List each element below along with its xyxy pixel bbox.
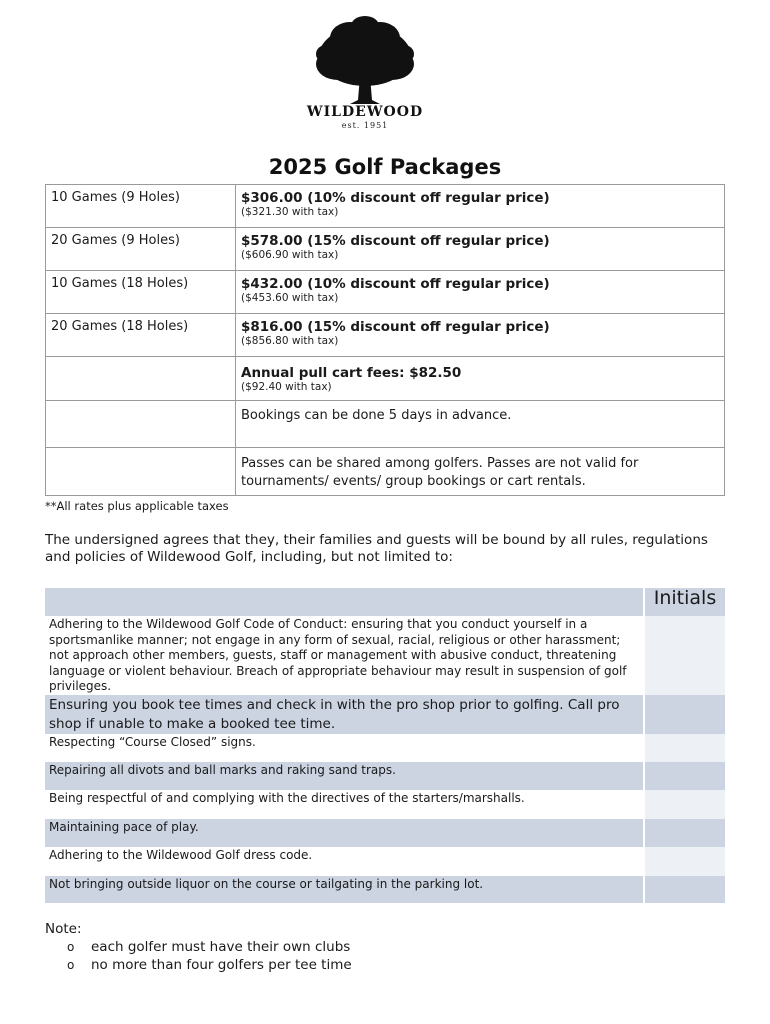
empty-cell <box>46 448 236 496</box>
rule-row <box>45 695 725 734</box>
brand-established: est. 1951 <box>341 121 389 130</box>
package-price: $306.00 (10% discount off regular price) <box>241 190 550 206</box>
initials-field[interactable] <box>643 734 725 762</box>
note-list <box>67 938 352 974</box>
rule-text: Respecting “Course Closed” signs. <box>45 734 643 762</box>
rule-text: Adhering to the Wildewood Golf Code of Conduct: ensuring that you conduct yourself in a sportsmanlike manner; not engage in any form of sexual, racial, religious or other harassment; not approach other members, guests, staff or management with abusive conduct, threatening language or violent behaviour. Breach of appropriate behaviour may result in suspension of golf privileges. <box>45 616 643 695</box>
package-price-cell <box>236 271 725 314</box>
package-tax: ($321.30 with tax) <box>241 206 339 218</box>
rules-header-row <box>45 588 725 616</box>
list-item <box>67 938 352 956</box>
rule-row <box>45 616 725 695</box>
rule-row <box>45 762 725 790</box>
package-name: 10 Games (18 Holes) <box>46 271 236 314</box>
brand-name: WILDEWOOD <box>306 104 424 120</box>
tree-icon <box>290 14 440 114</box>
cart-fee-tax: ($92.40 with tax) <box>241 381 332 393</box>
initials-field[interactable] <box>643 695 725 734</box>
rule-text: Being respectful of and complying with the directives of the starters/marshalls. <box>45 790 643 819</box>
agreement-text: The undersigned agrees that they, their families and guests will be bound by all rules, regulations and policies of Wildewood Golf, including, but not limited to: <box>45 532 708 565</box>
empty-cell <box>46 401 236 448</box>
rule-text: Repairing all divots and ball marks and raking sand traps. <box>45 762 643 790</box>
initials-field[interactable] <box>643 616 725 695</box>
page-title: 2025 Golf Packages <box>268 155 502 179</box>
package-row <box>46 185 725 228</box>
cart-fee-cell <box>236 357 725 401</box>
empty-cell <box>46 357 236 401</box>
passes-row <box>46 448 725 496</box>
bookings-row <box>46 401 725 448</box>
rule-text: Not bringing outside liquor on the course or tailgating in the parking lot. <box>45 876 643 903</box>
rule-text: Maintaining pace of play. <box>45 819 643 847</box>
initials-field[interactable] <box>643 762 725 790</box>
package-price: $432.00 (10% discount off regular price) <box>241 276 550 292</box>
package-tax: ($453.60 with tax) <box>241 292 339 304</box>
bullet-icon: o <box>67 940 75 954</box>
initials-field[interactable] <box>643 819 725 847</box>
package-price-cell <box>236 185 725 228</box>
passes-text: Passes can be shared among golfers. Passes are not valid for tournaments/ events/ group bookings or cart rentals. <box>236 448 725 496</box>
list-item <box>67 956 352 974</box>
package-row <box>46 314 725 357</box>
bookings-text: Bookings can be done 5 days in advance. <box>236 401 725 448</box>
package-tax: ($856.80 with tax) <box>241 335 339 347</box>
package-price: $578.00 (15% discount off regular price) <box>241 233 550 249</box>
rule-text: Adhering to the Wildewood Golf dress code. <box>45 847 643 876</box>
package-name: 20 Games (18 Holes) <box>46 314 236 357</box>
package-price: $816.00 (15% discount off regular price) <box>241 319 550 335</box>
cart-fee-row <box>46 357 725 401</box>
cart-fee-label: Annual pull cart fees: $82.50 <box>241 365 462 381</box>
note-item-text: each golfer must have their own clubs <box>91 939 351 955</box>
initials-field[interactable] <box>643 876 725 903</box>
rule-row <box>45 876 725 903</box>
rule-row <box>45 847 725 876</box>
package-tax: ($606.90 with tax) <box>241 249 339 261</box>
packages-table <box>45 184 725 496</box>
rule-text: Ensuring you book tee times and check in with the pro shop prior to golfing. Call pro shop if unable to make a booked tee time. <box>45 695 643 734</box>
rule-row <box>45 790 725 819</box>
bullet-icon: o <box>67 958 75 972</box>
rule-row <box>45 819 725 847</box>
initials-field[interactable] <box>643 847 725 876</box>
initials-header: Initials <box>643 588 725 616</box>
initials-field[interactable] <box>643 790 725 819</box>
rates-note: **All rates plus applicable taxes <box>45 499 229 513</box>
rules-header-blank <box>45 588 643 616</box>
note-section <box>45 920 352 974</box>
note-item-text: no more than four golfers per tee time <box>91 957 352 973</box>
package-price-cell <box>236 228 725 271</box>
package-price-cell <box>236 314 725 357</box>
package-name: 20 Games (9 Holes) <box>46 228 236 271</box>
package-row <box>46 228 725 271</box>
package-name: 10 Games (9 Holes) <box>46 185 236 228</box>
rules-table <box>45 588 725 903</box>
package-row <box>46 271 725 314</box>
rule-row <box>45 734 725 762</box>
note-label: Note: <box>45 921 82 937</box>
